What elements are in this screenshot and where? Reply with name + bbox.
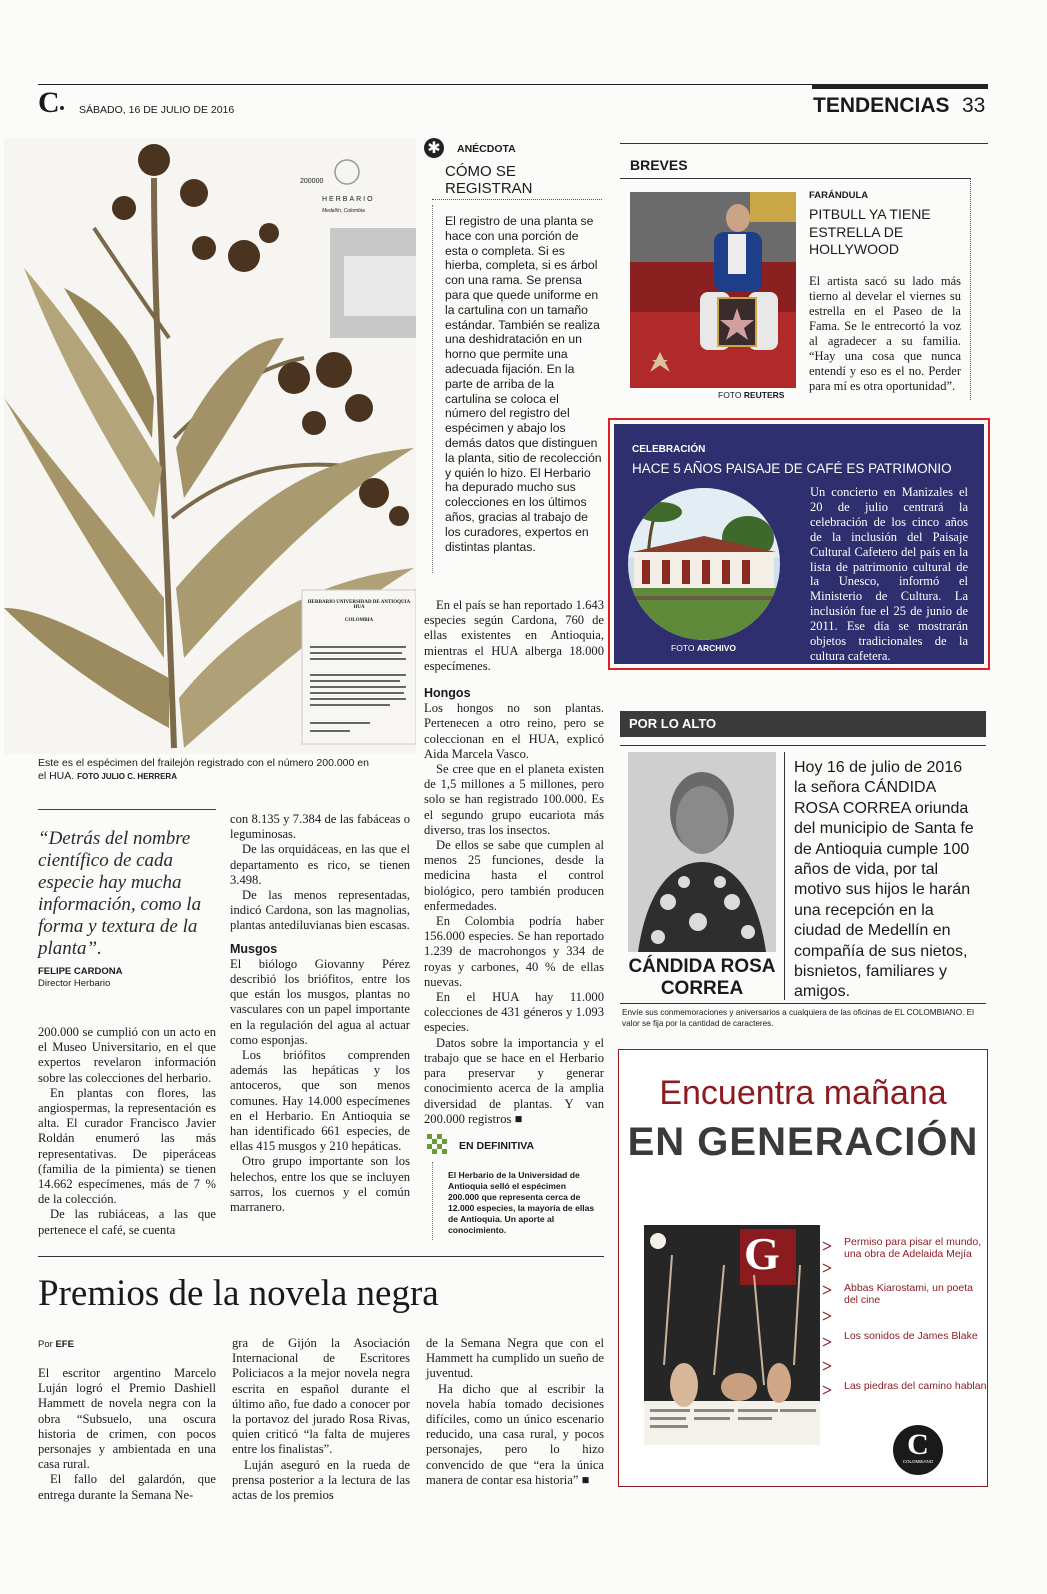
article-paragraph: En Colombia podría haber 156.000 especies. Se han reportado 1.239 de macrohongos y 334 de royas y carbones, 40 % de ellas nuevas.: [424, 914, 604, 989]
article-paragraph: Otro grupo importante son los helechos, entre los que se incluyen sarros, los cuernos y el común marranero.: [230, 1154, 410, 1215]
ad-item[interactable]: Permiso para pisar el mundo, una obra de Adelaida Mejía: [844, 1236, 982, 1260]
hongos-subhead: Hongos: [424, 686, 471, 701]
breves-text: El artista sacó su lado más tierno al develar el viernes su estrella en el Paseo de la Fama. Se le entrecortó la voz al agradecer a su familia. “Hay una cosa que nunca entendí y eso es el no. Perder para mí es otra oportunidad”.: [809, 274, 961, 393]
celebracion-credit: [671, 643, 736, 653]
quote-role: Director Herbario: [38, 978, 111, 989]
chevron-right-icon: >: [822, 1332, 833, 1352]
breves-kicker: FARÁNDULA: [809, 190, 869, 201]
celebracion-title: HACE 5 AÑOS PAISAJE DE CAFÉ ES PATRIMONIO: [632, 461, 952, 476]
byline-prefix: Por: [38, 1339, 53, 1350]
credit-prefix: FOTO: [671, 643, 695, 653]
breves-header: BREVES: [630, 157, 688, 173]
article-paragraph: En el país se han reportado 1.643 especies según Cardona, 760 de ellas existentes en Antioquia, mientras el HUA alberga 18.000 especímenes.: [424, 598, 604, 673]
chevron-right-icon: >: [822, 1380, 833, 1400]
sheet-title: HERBARIO UNIVERSIDAD DE ANTIOQUIA HUA: [307, 600, 411, 610]
credit-source: REUTERS: [743, 390, 785, 400]
celebracion-text: Un concierto en Manizales el 20 de julio centrará la celebración de los cinco años de la inclusión del Paisaje Cultural Cafetero del país en la lista de patrimonio cultural de la Unesco, informó el Ministerio de Cultura. La inclusión fue el 25 de junio de 2011. Ese día se mostrarán objetos tradicionales de la cultura cafetera.: [810, 485, 968, 663]
quote-rule: [38, 809, 216, 810]
header-date: SÁBADO, 16 DE JULIO DE 2016: [79, 104, 235, 116]
chevron-right-icon: >: [822, 1236, 833, 1256]
pull-quote: “Detrás del nombre científico de cada especie hay mucha información, como la forma y textura de la planta”.: [38, 828, 202, 959]
article-paragraph: En el HUA hay 11.000 colecciones de 431 géneros y 1.093 especies.: [424, 990, 604, 1035]
article-col3: [424, 598, 604, 1127]
en-definitiva-title: EN DEFINITIVA: [459, 1140, 535, 1152]
article-paragraph: El biólogo Giovanny Pérez describió los briófitos, entre los que están los musgos, plantas no vasculares con un papel importante en la regulación del agua al actuar como esponjas.: [230, 956, 410, 1047]
en-definitiva-rule: [432, 1162, 434, 1240]
article-paragraph: En plantas con flores, las angiospermas, la representación es alta. El curador Francisco Javier Roldán enumeró las más representativas. De piperáceas (familia de la pimienta) se tienen 14.662 especímenes, más de 7 % de la colección.: [38, 1085, 216, 1207]
por-lo-alto-note: Envíe sus conmemoraciones y aniversarios a cualquiera de las oficinas de EL COLOMBIANO. El valor se fija por la cantidad de caracteres.: [622, 1008, 974, 1028]
coffee-farm-photo: [628, 488, 780, 640]
por-lo-alto-header: POR LO ALTO: [629, 716, 717, 731]
novela-paragraph: Luján aseguró en la rueda de prensa posterior a la lectura de las actas de los premios: [232, 1457, 410, 1503]
section-name: TENDENCIAS: [813, 94, 950, 117]
article-paragraph: De las menos representadas, indicó Cardona, son las magnolias, plantas antediluvianas bien escasas.: [230, 888, 410, 933]
musgos-subhead: Musgos: [230, 941, 278, 956]
article-paragraph: Los hongos no son plantas. Pertenecen a otro reino, pero se coleccionan en el HUA, explicó Aida Marcela Vasco.: [424, 701, 604, 761]
novela-paragraph: El escritor argentino Marcelo Luján logró el Premio Dashiell Hammett de novela negra con la obra “Subsuelo, una oscura historia de crimen, con pocos personajes y ambientada en una casa rural.: [38, 1366, 216, 1472]
en-definitiva-text: El Herbario de la Universidad de Antioquia selló el espécimen 200.000 que representa cerca de 12.000 especies, la mayoría de ellas de Antioquia. Un aporte al conocimiento.: [448, 1170, 595, 1235]
specimen-caption: [38, 757, 378, 783]
article-paragraph: Datos sobre la importancia y el trabajo que se hace en el Herbario para preservar y generar conocimiento acerca de la amplia diversidad de plantas. Y van 200.000 registros ■: [424, 1035, 604, 1126]
ad-item[interactable]: Abbas Kiarostami, un poeta del cine: [844, 1282, 973, 1306]
herbario-label-title: HERBARIO: [322, 196, 375, 203]
breves-title: PITBULL YA TIENE ESTRELLA DE HOLLYWOOD: [809, 206, 931, 257]
chevron-right-icon: >: [822, 1306, 833, 1326]
article-col2: [230, 812, 410, 1215]
novela-paragraph: Ha dicho que al escribir la novela había tomado decisiones difíciles, como un único escenario reducido, una casa rural, y pocos personajes, pero lo hizo convencido de que “era la única manera de contar esa historia” ■: [426, 1381, 604, 1487]
checkerboard-icon: [427, 1134, 449, 1156]
section-tab-bar: [812, 84, 988, 89]
logo-dot: [60, 106, 64, 110]
article-paragraph: 200.000 se cumplió con un acto en el Museo Universitario, en el que expertos revelaron información sobre las colecciones del herbario.: [38, 1025, 216, 1085]
novela-paragraph: El fallo del galardón, que entrega durante la Semana Ne-: [38, 1472, 216, 1502]
chevron-right-icon: >: [822, 1356, 833, 1376]
pitbull-photo: [630, 192, 796, 388]
herbario-label-sub: Medellín, Colombia: [322, 208, 365, 214]
chevron-right-icon: >: [822, 1258, 833, 1278]
novela-headline: Premios de la novela negra: [38, 1273, 439, 1314]
por-lo-alto-divider: [784, 752, 785, 1000]
sheet-country: COLOMBIA: [344, 618, 374, 623]
credit-prefix: FOTO: [718, 390, 742, 400]
magazine-cover: [644, 1225, 820, 1445]
article-paragraph: Se cree que en el planeta existen de 1,5 millones a 5 millones, pero solo se han registrado 100.000. Es el segundo grupo eucariota más diverso, tras los insectos.: [424, 762, 604, 837]
celebracion-kicker: CELEBRACIÓN: [632, 444, 706, 455]
novela-paragraph: gra de Gijón la Asociación Internacional de Escritores Policiacos a la mejor novela negra escrita en español durante el último año, fue dado a conocer por la portavoz del jurado Rosa Rivas, quien criticó “la falta de mujeres entre los finalistas”.: [232, 1336, 410, 1457]
credit-source: ARCHIVO: [696, 643, 737, 653]
logo-letter: C: [907, 1428, 929, 1461]
pitbull-credit: [718, 390, 784, 400]
article-paragraph: De las rubiáceas, a las que pertenece el café, se cuenta: [38, 1207, 216, 1237]
ad-line1: Encuentra mañana: [659, 1074, 947, 1112]
quote-name: FELIPE CARDONA: [38, 966, 123, 977]
anecdota-text: El registro de una planta se hace con una porción de esta o completa. Si es hierba, completa, si es árbol con una rama. Se prensa para que quede uniforme en la cartulina con un tamaño estándar. También se realiza una deshidratación en un horno que permite una adecuada fijación. En la parte de arriba de la cartulina se coloca el número del registro del espécimen y abajo los demás datos que distinguen la planta, sitio de recolección y quién lo hizo. El Herbario ha depurado mucho sus colecciones en los últimos años, gracias al trabajo de los curadores, expertos en distintas plantas.: [445, 214, 602, 554]
frailejon-specimen-illustration: [4, 138, 416, 754]
breves-header-rule: [620, 178, 970, 179]
ad-line2: EN GENERACIÓN: [627, 1120, 979, 1164]
por-lo-alto-bottom-rule: [620, 1003, 986, 1004]
article-paragraph: De las orquidáceas, en las que el departamento es rico, se tienen 3.498.: [230, 842, 410, 887]
cover-letter: G: [744, 1228, 780, 1279]
article-paragraph: con 8.135 y 7.384 de las fabáceas o leguminosas.: [230, 812, 410, 842]
novela-col2: [232, 1336, 410, 1503]
por-lo-alto-rule: [620, 745, 986, 746]
article-col1: [38, 1025, 216, 1238]
specimen-credit: FOTO JULIO C. HERRERA: [77, 772, 177, 781]
por-lo-alto-text: Hoy 16 de julio de 2016 la señora CÁNDIDA ROSA CORREA oriunda del municipio de Santa fe de Antioquia cumple 100 años de vida, por tal motivo sus hijos le harán una recepción en la ciudad de Medellín en compañía de sus nietos, bisnietos, familiares y amigos.: [794, 759, 974, 1001]
chevron-right-icon: >: [822, 1280, 833, 1300]
specimen-caption-text: Este es el espécimen del frailejón registrado con el número 200.000 en el HUA.: [38, 757, 369, 782]
page-number: 33: [962, 94, 986, 117]
novela-col3: [426, 1336, 604, 1488]
anecdota-left-rule: [432, 205, 434, 573]
ad-item[interactable]: Las piedras del camino hablan: [844, 1380, 987, 1392]
asterisk-icon: ✱: [424, 138, 444, 158]
byline-source: EFE: [55, 1339, 74, 1350]
article-paragraph: Los briófitos comprenden además las hepáticas y los antoceros, que son menos comunes. Hay 14.000 especímenes en el Herbario. En Antioquia se han identificado 661 especies, de ellas 415 musgos y 210 hepáticas.: [230, 1048, 410, 1154]
article-paragraph: De ellos se sabe que cumplen al menos 25 funciones, desde la medicina hasta el control biológico, pero también producen enfermedades.: [424, 838, 604, 913]
anecdota-title: CÓMO SE REGISTRAN: [445, 163, 533, 197]
novela-paragraph: de la Semana Negra que con el Hammett ha cumplido un sueño de juventud.: [426, 1336, 604, 1381]
breves-top-rule: [620, 143, 988, 144]
logo-sub: COLOMBIANO: [902, 1459, 934, 1464]
breves-right-rule: [970, 178, 972, 400]
novela-col1: [38, 1366, 216, 1503]
anecdota-divider: [432, 199, 602, 200]
header-logo: C: [38, 86, 60, 119]
candida-name: CÁNDIDA ROSA CORREA: [628, 956, 776, 999]
ad-item[interactable]: Los sonidos de James Blake: [844, 1330, 978, 1342]
candida-portrait: [628, 752, 776, 952]
specimen-photo: [4, 138, 416, 754]
novela-top-rule: [38, 1256, 604, 1257]
novela-byline: [38, 1339, 74, 1350]
herbario-label-number: 200000: [300, 178, 324, 185]
el-colombiano-logo: [893, 1425, 943, 1475]
anecdota-kicker: ANÉCDOTA: [457, 143, 516, 155]
